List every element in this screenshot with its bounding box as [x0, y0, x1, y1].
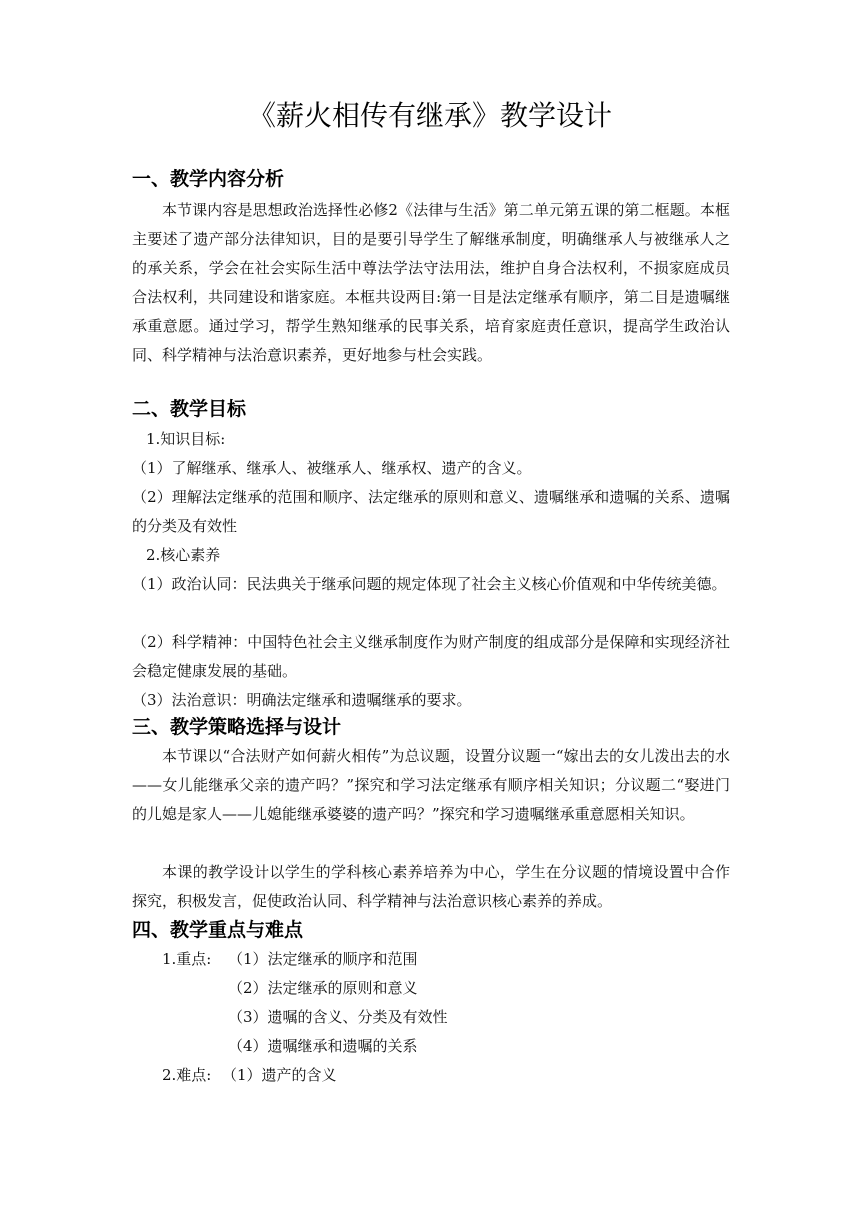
key-point-item: （4）遗嘱继承和遗嘱的关系: [228, 1037, 418, 1055]
difficulty-item: （1）遗产的含义: [222, 1066, 337, 1084]
core-literacy-label: 2.核心素养: [146, 546, 221, 564]
section-heading-strategy: 三、教学策略选择与设计: [132, 716, 342, 738]
key-point-item: （2）法定继承的原则和意义: [228, 979, 418, 997]
key-point-item: （1）法定继承的顺序和范围: [228, 950, 418, 968]
core-literacy-item: （2）科学精神：中国特色社会主义继承制度作为财产制度的组成部分是保障和实现经济社会稳定健康发展的基础。: [132, 633, 730, 680]
strategy-paragraph: 本课的教学设计以学生的学科核心素养培养为中心，学生在分议题的情境设置中合作探究，积极发言，促使政治认同、科学精神与法治意识核心素养的养成。: [132, 863, 730, 910]
core-literacy-item: （3）法治意识：明确法定继承和遗嘱继承的要求。: [132, 691, 472, 709]
key-points-label: 1.重点:: [162, 950, 212, 968]
knowledge-goal-item: （1）了解继承、继承人、被继承人、继承权、遗产的含义。: [132, 459, 532, 477]
section-heading-content-analysis: 一、教学内容分析: [132, 168, 285, 190]
key-point-item: （3）遗嘱的含义、分类及有效性: [228, 1008, 448, 1026]
difficulty-label: 2.难点:: [162, 1066, 212, 1084]
section-heading-key-points: 四、教学重点与难点: [132, 919, 304, 941]
knowledge-goals-label: 1.知识目标:: [146, 430, 226, 448]
strategy-paragraph: 本节课以“合法财产如何薪火相传”为总议题，设置分议题一“嫁出去的女儿泼出去的水——女儿能继承父亲的遗产吗？”探究和学习法定继承有顺序相关知识；分议题二“娶进门的儿媳是家人——儿媳能继承婆婆的遗产吗？”探究和学习遗嘱继承重意愿相关知识。: [132, 747, 730, 823]
document-title: 《薪火相传有继承》教学设计: [247, 99, 612, 132]
knowledge-goal-item: （2）理解法定继承的范围和顺序、法定继承的原则和意义、遗嘱继承和遗嘱的关系、遗嘱的分类及有效性: [132, 488, 730, 535]
content-analysis-paragraph: 本节课内容是思想政治选择性必修2《法律与生活》第二单元第五课的第二框题。本框主要述了遗产部分法律知识，目的是要引导学生了解继承制度，明确继承人与被继承人之的承关系，学会在社会实际生活中尊法学法守法用法，维护自身合法权利，不损家庭成员合法权利，共同建设和谐家庭。本框共设两目:第一目是法定继承有顺序，第二目是遗嘱继承重意愿。通过学习，帮学生熟知继承的民事关系，培育家庭责任意识，提高学生政治认同、科学精神与法治意识素养，更好地参与杜会实践。: [132, 201, 730, 364]
core-literacy-item: （1）政治认同：民法典关于继承问题的规定体现了社会主义核心价值观和中华传统美德。: [132, 575, 727, 593]
section-heading-teaching-goals: 二、教学目标: [132, 398, 247, 420]
